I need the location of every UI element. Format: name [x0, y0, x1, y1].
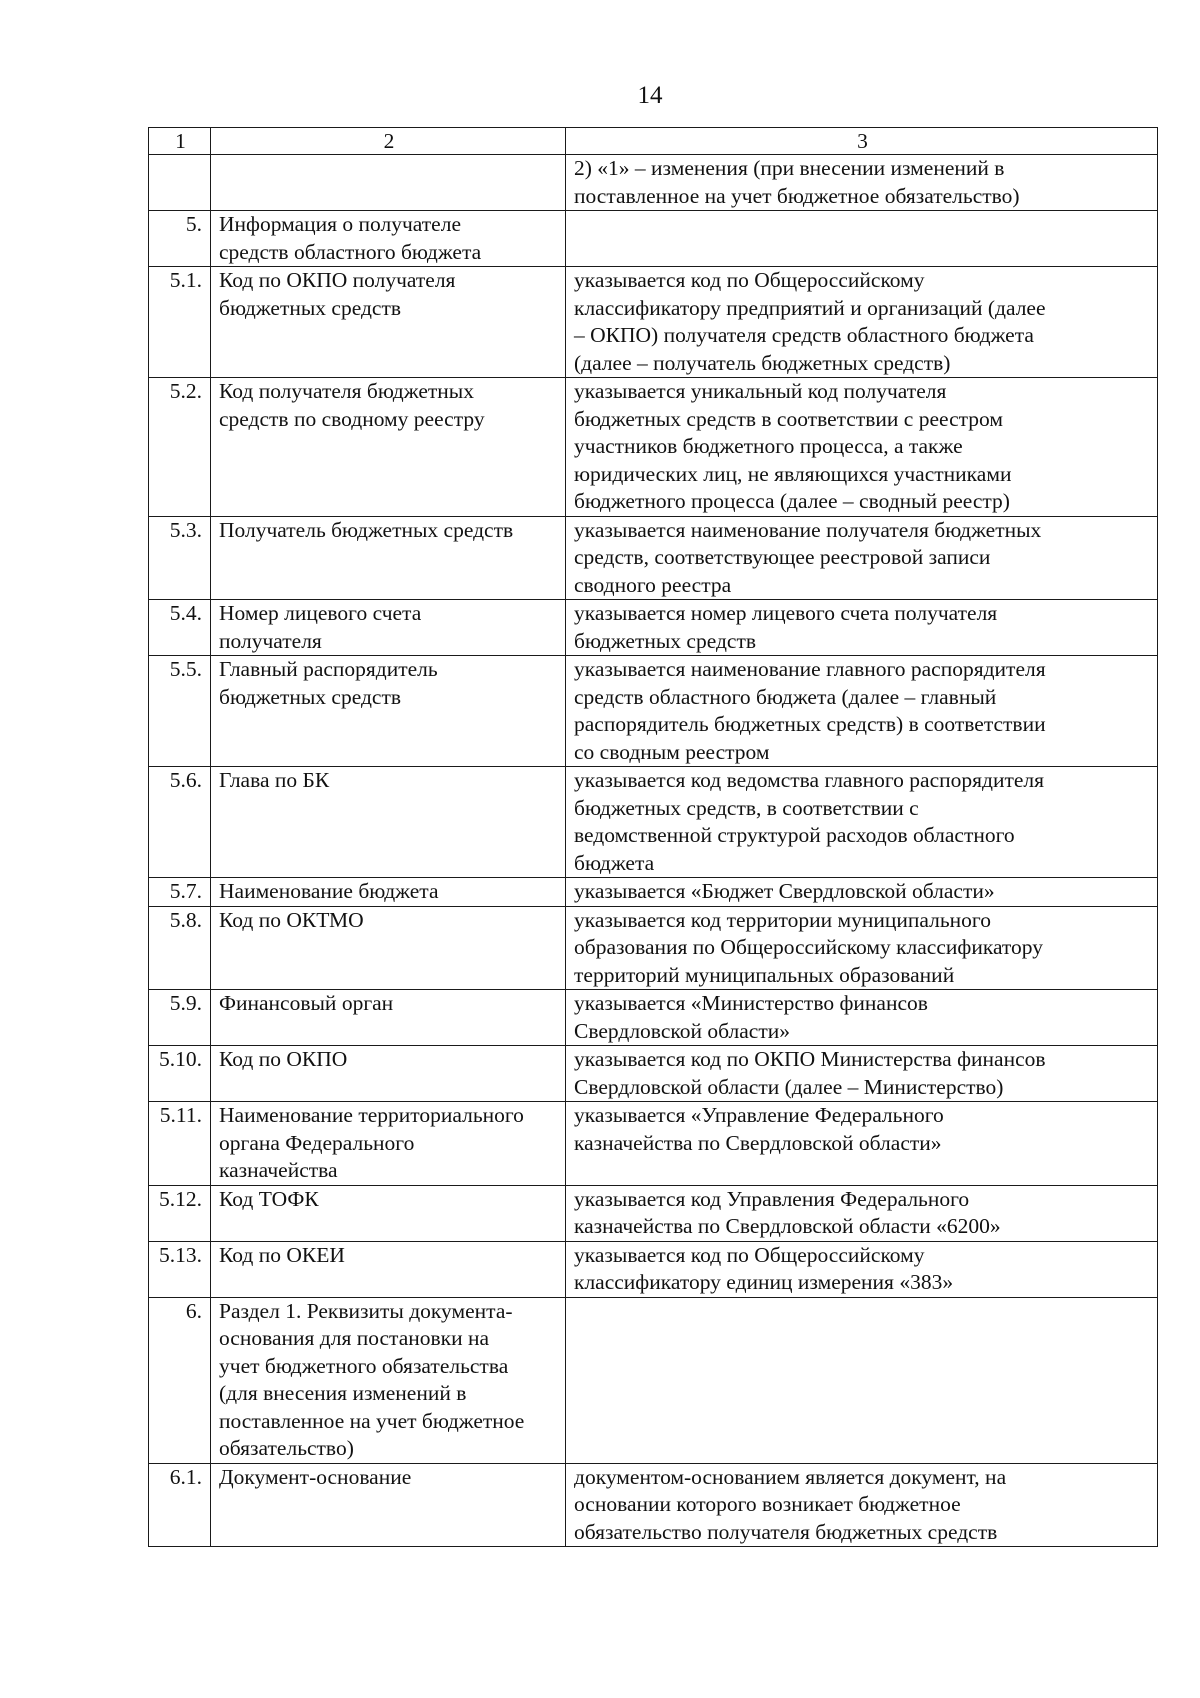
table-row [149, 1185, 1158, 1241]
row-number [149, 155, 211, 211]
table-header-row [149, 128, 1158, 155]
header-col-3: 3 [566, 128, 1158, 155]
table-row [149, 155, 1158, 211]
field-name: Код по ОКТМО [211, 906, 566, 990]
row-number: 5.10. [149, 1046, 211, 1102]
field-name: Главный распорядитель бюджетных средств [211, 656, 566, 767]
field-name: Информация о получателе средств областного бюджета [211, 211, 566, 267]
table-row [149, 378, 1158, 517]
field-name: Финансовый орган [211, 990, 566, 1046]
row-number: 5. [149, 211, 211, 267]
table-row [149, 1046, 1158, 1102]
field-description: указывается уникальный код получателя бюджетных средств в соответствии с реестром участников бюджетного процесса, а также юридических лиц, не являющихся участниками бюджетного процесса (далее – сводный реестр) [566, 378, 1158, 517]
field-description [566, 211, 1158, 267]
row-number: 5.9. [149, 990, 211, 1046]
table-body [149, 155, 1158, 1547]
table-row [149, 1241, 1158, 1297]
field-description: указывается код территории муниципального образования по Общероссийскому классификатору территорий муниципальных образований [566, 906, 1158, 990]
field-description: документом-основанием является документ, на основании которого возникает бюджетное обязательство получателя бюджетных средств [566, 1463, 1158, 1547]
row-number: 5.5. [149, 656, 211, 767]
row-number: 6. [149, 1297, 211, 1463]
row-number: 5.1. [149, 267, 211, 378]
table-row [149, 1102, 1158, 1186]
row-number: 5.6. [149, 767, 211, 878]
field-description: указывается код по ОКПО Министерства финансов Свердловской области (далее – Министерство) [566, 1046, 1158, 1102]
row-number: 5.12. [149, 1185, 211, 1241]
field-name: Код ТОФК [211, 1185, 566, 1241]
field-name: Раздел 1. Реквизиты документа- основания для постановки на учет бюджетного обязательства (для внесения изменений в поставленное на учет бюджетное обязательство) [211, 1297, 566, 1463]
table-row [149, 906, 1158, 990]
table-row [149, 990, 1158, 1046]
table-row [149, 211, 1158, 267]
table-row [149, 267, 1158, 378]
field-name: Документ-основание [211, 1463, 566, 1547]
field-name [211, 155, 566, 211]
field-description: указывается «Министерство финансов Свердловской области» [566, 990, 1158, 1046]
field-name: Номер лицевого счета получателя [211, 600, 566, 656]
table-row [149, 516, 1158, 600]
field-name: Глава по БК [211, 767, 566, 878]
field-description: указывается «Бюджет Свердловской области» [566, 878, 1158, 907]
header-col-2: 2 [211, 128, 566, 155]
field-name: Код по ОКПО [211, 1046, 566, 1102]
field-name: Наименование территориального органа Федерального казначейства [211, 1102, 566, 1186]
row-number: 5.13. [149, 1241, 211, 1297]
field-description: указывается код Управления Федерального казначейства по Свердловской области «6200» [566, 1185, 1158, 1241]
field-description [566, 1297, 1158, 1463]
table-row [149, 600, 1158, 656]
page-number: 14 [637, 82, 663, 109]
table-row [149, 1297, 1158, 1463]
row-number: 5.8. [149, 906, 211, 990]
table-row [149, 1463, 1158, 1547]
row-number: 5.3. [149, 516, 211, 600]
header-col-1: 1 [149, 128, 211, 155]
table-row [149, 656, 1158, 767]
table-row [149, 767, 1158, 878]
row-number: 5.7. [149, 878, 211, 907]
field-description: указывается код по Общероссийскому классификатору предприятий и организаций (далее – ОКПО) получателя средств областного бюджета (далее – получатель бюджетных средств) [566, 267, 1158, 378]
field-name: Код получателя бюджетных средств по сводному реестру [211, 378, 566, 517]
field-name: Код по ОКПО получателя бюджетных средств [211, 267, 566, 378]
row-number: 5.11. [149, 1102, 211, 1186]
row-number: 5.2. [149, 378, 211, 517]
field-description: указывается наименование получателя бюджетных средств, соответствующее реестровой записи сводного реестра [566, 516, 1158, 600]
field-description: указывается код ведомства главного распорядителя бюджетных средств, в соответствии с ведомственной структурой расходов областного бюджета [566, 767, 1158, 878]
field-name: Наименование бюджета [211, 878, 566, 907]
field-description: указывается наименование главного распорядителя средств областного бюджета (далее – главный распорядитель бюджетных средств) в соответствии со сводным реестром [566, 656, 1158, 767]
row-number: 6.1. [149, 1463, 211, 1547]
field-description: указывается «Управление Федерального казначейства по Свердловской области» [566, 1102, 1158, 1186]
field-description: указывается номер лицевого счета получателя бюджетных средств [566, 600, 1158, 656]
requisites-table [148, 127, 1158, 1547]
row-number: 5.4. [149, 600, 211, 656]
field-description: указывается код по Общероссийскому классификатору единиц измерения «383» [566, 1241, 1158, 1297]
field-description: 2) «1» – изменения (при внесении изменений в поставленное на учет бюджетное обязательство) [566, 155, 1158, 211]
field-name: Код по ОКЕИ [211, 1241, 566, 1297]
field-name: Получатель бюджетных средств [211, 516, 566, 600]
table-row [149, 878, 1158, 907]
